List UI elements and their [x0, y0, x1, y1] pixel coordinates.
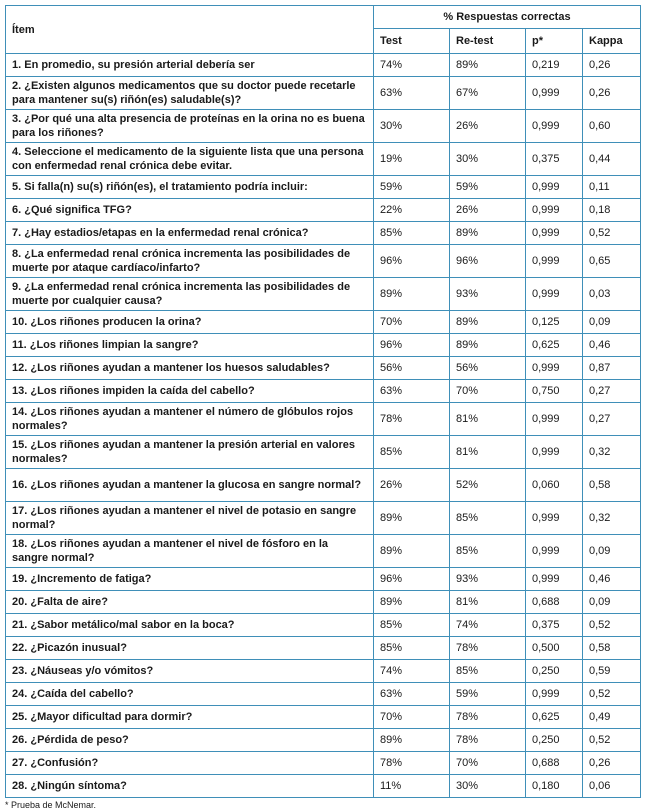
p-value-cell: 0,688	[526, 591, 583, 614]
item-cell: 16. ¿Los riñones ayudan a mantener la glucosa en sangre normal?	[6, 469, 374, 502]
table-row	[6, 683, 641, 706]
item-cell: 7. ¿Hay estadios/etapas en la enfermedad renal crónica?	[6, 222, 374, 245]
item-cell: 19. ¿Incremento de fatiga?	[6, 568, 374, 591]
kappa-cell: 0,52	[583, 614, 641, 637]
kappa-column-header: Kappa	[583, 29, 641, 54]
retest-cell: 59%	[450, 683, 526, 706]
p-value-cell: 0,999	[526, 176, 583, 199]
table-row	[6, 706, 641, 729]
test-cell: 89%	[374, 278, 450, 311]
retest-cell: 85%	[450, 535, 526, 568]
kappa-cell: 0,52	[583, 729, 641, 752]
test-cell: 70%	[374, 706, 450, 729]
p-value-cell: 0,999	[526, 502, 583, 535]
kappa-cell: 0,27	[583, 380, 641, 403]
item-cell: 18. ¿Los riñones ayudan a mantener el nivel de fósforo en la sangre normal?	[6, 535, 374, 568]
p-column-header: p*	[526, 29, 583, 54]
retest-cell: 81%	[450, 436, 526, 469]
table-header	[6, 6, 641, 54]
retest-cell: 89%	[450, 311, 526, 334]
kappa-cell: 0,58	[583, 637, 641, 660]
p-value-cell: 0,999	[526, 357, 583, 380]
kappa-cell: 0,59	[583, 660, 641, 683]
p-value-cell: 0,125	[526, 311, 583, 334]
test-cell: 26%	[374, 469, 450, 502]
retest-cell: 96%	[450, 245, 526, 278]
kappa-cell: 0,32	[583, 502, 641, 535]
table-row	[6, 245, 641, 278]
table-body	[6, 54, 641, 798]
table-row	[6, 357, 641, 380]
p-value-cell: 0,999	[526, 222, 583, 245]
retest-column-header: Re-test	[450, 29, 526, 54]
kappa-cell: 0,49	[583, 706, 641, 729]
test-cell: 59%	[374, 176, 450, 199]
test-cell: 85%	[374, 614, 450, 637]
item-cell: 23. ¿Náuseas y/o vómitos?	[6, 660, 374, 683]
item-cell: 15. ¿Los riñones ayudan a mantener la presión arterial en valores normales?	[6, 436, 374, 469]
p-value-cell: 0,375	[526, 143, 583, 176]
item-cell: 17. ¿Los riñones ayudan a mantener el nivel de potasio en sangre normal?	[6, 502, 374, 535]
correct-answers-group-header: % Respuestas correctas	[374, 6, 641, 29]
kappa-cell: 0,46	[583, 568, 641, 591]
kappa-cell: 0,26	[583, 752, 641, 775]
table-row	[6, 729, 641, 752]
p-value-cell: 0,999	[526, 199, 583, 222]
kappa-cell: 0,26	[583, 77, 641, 110]
p-value-cell: 0,999	[526, 245, 583, 278]
retest-cell: 26%	[450, 199, 526, 222]
retest-cell: 89%	[450, 222, 526, 245]
kappa-cell: 0,18	[583, 199, 641, 222]
p-value-cell: 0,999	[526, 278, 583, 311]
test-cell: 63%	[374, 683, 450, 706]
test-cell: 89%	[374, 502, 450, 535]
test-cell: 96%	[374, 334, 450, 357]
kappa-cell: 0,06	[583, 775, 641, 798]
p-value-cell: 0,250	[526, 729, 583, 752]
p-value-cell: 0,375	[526, 614, 583, 637]
item-cell: 22. ¿Picazón inusual?	[6, 637, 374, 660]
table-row	[6, 660, 641, 683]
retest-cell: 70%	[450, 380, 526, 403]
kappa-cell: 0,52	[583, 683, 641, 706]
retest-cell: 93%	[450, 278, 526, 311]
p-value-cell: 0,625	[526, 706, 583, 729]
retest-cell: 85%	[450, 660, 526, 683]
item-cell: 8. ¿La enfermedad renal crónica incrementa las posibilidades de muerte por ataque cardíaco/infarto?	[6, 245, 374, 278]
kappa-cell: 0,87	[583, 357, 641, 380]
results-table	[5, 5, 641, 798]
retest-cell: 81%	[450, 403, 526, 436]
kappa-cell: 0,65	[583, 245, 641, 278]
p-value-cell: 0,219	[526, 54, 583, 77]
table-row	[6, 311, 641, 334]
test-cell: 30%	[374, 110, 450, 143]
test-cell: 78%	[374, 752, 450, 775]
kappa-cell: 0,27	[583, 403, 641, 436]
test-cell: 74%	[374, 54, 450, 77]
table-row	[6, 278, 641, 311]
item-cell: 20. ¿Falta de aire?	[6, 591, 374, 614]
retest-cell: 30%	[450, 143, 526, 176]
item-column-header: Ítem	[6, 6, 374, 54]
table-row	[6, 334, 641, 357]
item-cell: 27. ¿Confusión?	[6, 752, 374, 775]
p-value-cell: 0,180	[526, 775, 583, 798]
item-cell: 3. ¿Por qué una alta presencia de proteínas en la orina no es buena para los riñones?	[6, 110, 374, 143]
test-cell: 85%	[374, 222, 450, 245]
kappa-cell: 0,44	[583, 143, 641, 176]
retest-cell: 67%	[450, 77, 526, 110]
p-value-cell: 0,999	[526, 683, 583, 706]
test-cell: 89%	[374, 729, 450, 752]
table-row	[6, 380, 641, 403]
item-cell: 14. ¿Los riñones ayudan a mantener el número de glóbulos rojos normales?	[6, 403, 374, 436]
p-value-cell: 0,999	[526, 568, 583, 591]
table-row	[6, 199, 641, 222]
retest-cell: 74%	[450, 614, 526, 637]
item-cell: 10. ¿Los riñones producen la orina?	[6, 311, 374, 334]
retest-cell: 85%	[450, 502, 526, 535]
test-cell: 63%	[374, 77, 450, 110]
p-value-cell: 0,999	[526, 403, 583, 436]
table-row	[6, 502, 641, 535]
retest-cell: 30%	[450, 775, 526, 798]
item-cell: 5. Si falla(n) su(s) riñón(es), el tratamiento podría incluir:	[6, 176, 374, 199]
test-cell: 11%	[374, 775, 450, 798]
test-cell: 56%	[374, 357, 450, 380]
test-cell: 96%	[374, 245, 450, 278]
kappa-cell: 0,09	[583, 535, 641, 568]
retest-cell: 93%	[450, 568, 526, 591]
p-value-cell: 0,999	[526, 436, 583, 469]
kappa-cell: 0,60	[583, 110, 641, 143]
item-cell: 9. ¿La enfermedad renal crónica incrementa las posibilidades de muerte por cualquier causa?	[6, 278, 374, 311]
table-row	[6, 752, 641, 775]
table-row	[6, 614, 641, 637]
test-cell: 74%	[374, 660, 450, 683]
retest-cell: 78%	[450, 729, 526, 752]
results-table-container	[5, 5, 640, 810]
kappa-cell: 0,11	[583, 176, 641, 199]
table-row	[6, 176, 641, 199]
p-value-cell: 0,999	[526, 535, 583, 568]
item-cell: 24. ¿Caída del cabello?	[6, 683, 374, 706]
test-cell: 89%	[374, 591, 450, 614]
p-value-cell: 0,999	[526, 77, 583, 110]
table-row	[6, 222, 641, 245]
table-row	[6, 143, 641, 176]
footnote: * Prueba de McNemar.	[5, 800, 97, 810]
item-cell: 26. ¿Pérdida de peso?	[6, 729, 374, 752]
test-column-header: Test	[374, 29, 450, 54]
retest-cell: 81%	[450, 591, 526, 614]
table-row	[6, 535, 641, 568]
item-cell: 4. Seleccione el medicamento de la siguiente lista que una persona con enfermedad renal crónica debe evitar.	[6, 143, 374, 176]
kappa-cell: 0,52	[583, 222, 641, 245]
retest-cell: 78%	[450, 706, 526, 729]
item-cell: 12. ¿Los riñones ayudan a mantener los huesos saludables?	[6, 357, 374, 380]
table-row	[6, 469, 641, 502]
p-value-cell: 0,060	[526, 469, 583, 502]
test-cell: 19%	[374, 143, 450, 176]
retest-cell: 52%	[450, 469, 526, 502]
item-cell: 1. En promedio, su presión arterial debería ser	[6, 54, 374, 77]
test-cell: 63%	[374, 380, 450, 403]
item-cell: 11. ¿Los riñones limpian la sangre?	[6, 334, 374, 357]
test-cell: 85%	[374, 637, 450, 660]
kappa-cell: 0,03	[583, 278, 641, 311]
p-value-cell: 0,250	[526, 660, 583, 683]
p-value-cell: 0,688	[526, 752, 583, 775]
table-row	[6, 77, 641, 110]
table-row	[6, 54, 641, 77]
item-cell: 21. ¿Sabor metálico/mal sabor en la boca?	[6, 614, 374, 637]
test-cell: 96%	[374, 568, 450, 591]
table-row	[6, 436, 641, 469]
test-cell: 22%	[374, 199, 450, 222]
retest-cell: 56%	[450, 357, 526, 380]
kappa-cell: 0,26	[583, 54, 641, 77]
item-cell: 13. ¿Los riñones impiden la caída del cabello?	[6, 380, 374, 403]
table-row	[6, 637, 641, 660]
retest-cell: 89%	[450, 334, 526, 357]
kappa-cell: 0,32	[583, 436, 641, 469]
item-cell: 25. ¿Mayor dificultad para dormir?	[6, 706, 374, 729]
test-cell: 89%	[374, 535, 450, 568]
table-row	[6, 110, 641, 143]
table-row	[6, 591, 641, 614]
p-value-cell: 0,999	[526, 110, 583, 143]
kappa-cell: 0,58	[583, 469, 641, 502]
kappa-cell: 0,46	[583, 334, 641, 357]
retest-cell: 89%	[450, 54, 526, 77]
test-cell: 70%	[374, 311, 450, 334]
table-row	[6, 403, 641, 436]
item-cell: 6. ¿Qué significa TFG?	[6, 199, 374, 222]
p-value-cell: 0,500	[526, 637, 583, 660]
retest-cell: 78%	[450, 637, 526, 660]
item-cell: 28. ¿Ningún síntoma?	[6, 775, 374, 798]
test-cell: 85%	[374, 436, 450, 469]
kappa-cell: 0,09	[583, 311, 641, 334]
kappa-cell: 0,09	[583, 591, 641, 614]
retest-cell: 26%	[450, 110, 526, 143]
p-value-cell: 0,750	[526, 380, 583, 403]
retest-cell: 70%	[450, 752, 526, 775]
table-row	[6, 568, 641, 591]
test-cell: 78%	[374, 403, 450, 436]
retest-cell: 59%	[450, 176, 526, 199]
item-cell: 2. ¿Existen algunos medicamentos que su doctor puede recetarle para mantener su(s) riñón(es) saludable(s)?	[6, 77, 374, 110]
p-value-cell: 0,625	[526, 334, 583, 357]
table-row	[6, 775, 641, 798]
